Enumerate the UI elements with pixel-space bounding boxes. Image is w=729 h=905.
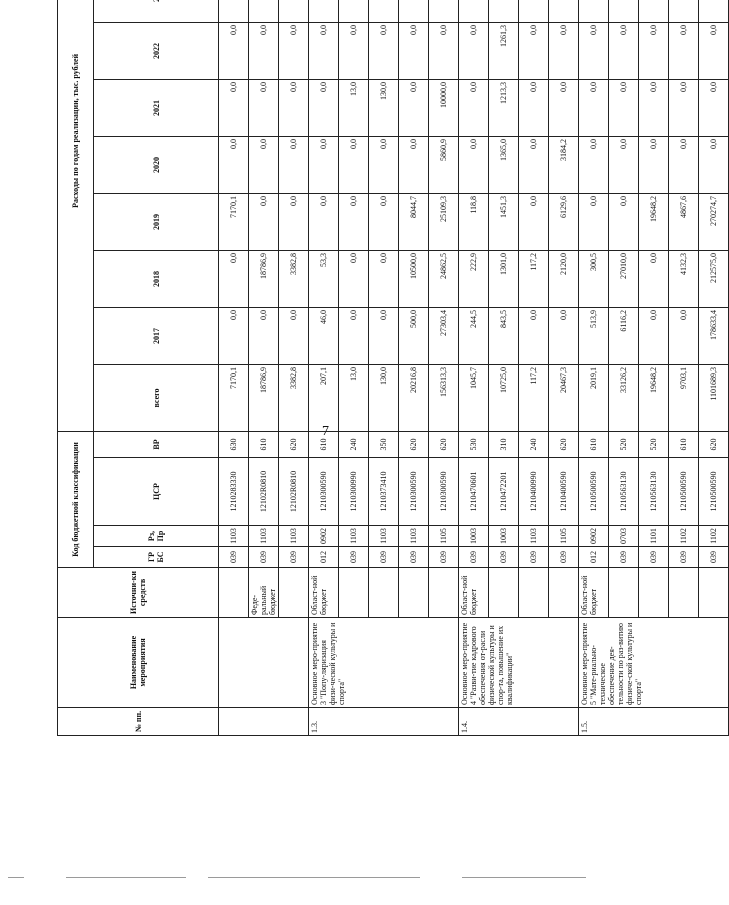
- year-value-cell: 270274,7: [699, 193, 729, 250]
- gr-bs-cell: 039: [669, 547, 699, 568]
- gr-bs-cell: 039: [369, 547, 399, 568]
- funding-source: [339, 568, 369, 618]
- col-year-header: 2019: [94, 193, 219, 250]
- rz-pr-cell: 1105: [429, 526, 459, 547]
- table-body: [219, 0, 729, 736]
- total-cell: 20467,3: [549, 364, 579, 431]
- rz-pr-cell: 1103: [339, 526, 369, 547]
- year-value-cell: 0,0: [519, 136, 549, 193]
- year-value-cell: [309, 0, 339, 22]
- year-value-cell: 6116,2: [609, 307, 639, 364]
- csr-cell: 1210373410: [369, 458, 399, 526]
- year-value-cell: 300,5: [579, 250, 609, 307]
- expense-group-header: Расходы по годам реализации, тыс. рублей: [58, 0, 94, 431]
- total-cell: 10725,0: [489, 364, 519, 431]
- rz-pr-cell: 1103: [369, 526, 399, 547]
- year-value-cell: 0,0: [399, 22, 429, 79]
- vr-cell: 620: [279, 431, 309, 457]
- vr-cell: 620: [429, 431, 459, 457]
- col-csr-header: ЦСР: [94, 458, 219, 526]
- year-value-cell: 0,0: [369, 136, 399, 193]
- year-value-cell: 0,0: [249, 193, 279, 250]
- row-number: 1.4.: [459, 708, 579, 736]
- year-value-cell: 0,0: [309, 193, 339, 250]
- funding-source: [429, 568, 459, 618]
- vr-cell: 610: [309, 431, 339, 457]
- year-value-cell: 27010,0: [609, 250, 639, 307]
- year-value-cell: [549, 0, 579, 22]
- csr-cell: 1210400590: [549, 458, 579, 526]
- year-value-cell: 0,0: [429, 22, 459, 79]
- year-value-cell: 843,5: [489, 307, 519, 364]
- footer-rule: [66, 877, 186, 878]
- col-year-header: [94, 0, 219, 22]
- gr-bs-cell: 039: [489, 547, 519, 568]
- vr-cell: 620: [699, 431, 729, 457]
- total-cell: 33126,2: [609, 364, 639, 431]
- gr-bs-cell: 039: [279, 547, 309, 568]
- row-number: 1.5.: [579, 708, 729, 736]
- year-value-cell: 10000,0: [429, 79, 459, 136]
- year-value-cell: [609, 0, 639, 22]
- year-value-cell: 0,0: [369, 193, 399, 250]
- rz-pr-cell: 1103: [399, 526, 429, 547]
- year-value-cell: 0,0: [369, 22, 399, 79]
- funding-source: Феде-ральный бюджет: [249, 568, 279, 618]
- year-value-cell: 0,0: [369, 307, 399, 364]
- funding-source: Област-ной бюджет: [309, 568, 339, 618]
- year-value-cell: 0,0: [639, 79, 669, 136]
- rz-pr-cell: 1103: [249, 526, 279, 547]
- total-cell: 9703,1: [669, 364, 699, 431]
- table-row: [459, 0, 489, 736]
- funding-source: [219, 568, 249, 618]
- total-cell: 156313,3: [429, 364, 459, 431]
- year-value-cell: 0,0: [219, 22, 249, 79]
- year-value-cell: [669, 0, 699, 22]
- year-value-cell: 19648,2: [639, 193, 669, 250]
- year-value-cell: 0,0: [309, 136, 339, 193]
- year-value-cell: 0,0: [309, 22, 339, 79]
- gr-bs-cell: 039: [459, 547, 489, 568]
- year-value-cell: 1213,3: [489, 79, 519, 136]
- year-value-cell: 0,0: [519, 193, 549, 250]
- vr-cell: 620: [399, 431, 429, 457]
- year-value-cell: 513,9: [579, 307, 609, 364]
- csr-cell: 1210300590: [429, 458, 459, 526]
- year-value-cell: 3382,8: [279, 250, 309, 307]
- year-value-cell: 0,0: [219, 250, 249, 307]
- year-value-cell: 6129,6: [549, 193, 579, 250]
- year-value-cell: 0,0: [249, 79, 279, 136]
- col-year-header: 2020: [94, 136, 219, 193]
- year-value-cell: 0,0: [519, 307, 549, 364]
- funding-source: [399, 568, 429, 618]
- year-value-cell: 0,0: [219, 79, 249, 136]
- csr-cell: 1210500590: [579, 458, 609, 526]
- footer-rule: [8, 877, 24, 878]
- vr-cell: 610: [669, 431, 699, 457]
- footer-rule: [208, 877, 420, 878]
- year-value-cell: 3184,2: [549, 136, 579, 193]
- year-value-cell: [369, 0, 399, 22]
- vr-cell: 610: [579, 431, 609, 457]
- year-value-cell: 0,0: [459, 79, 489, 136]
- year-value-cell: [639, 0, 669, 22]
- gr-bs-cell: 039: [519, 547, 549, 568]
- col-year-header: 2021: [94, 79, 219, 136]
- year-value-cell: 0,0: [639, 307, 669, 364]
- year-value-cell: 4867,6: [669, 193, 699, 250]
- year-value-cell: 0,0: [699, 136, 729, 193]
- funding-source: [279, 568, 309, 618]
- total-cell: 7170,1: [219, 364, 249, 431]
- year-value-cell: 0,0: [639, 22, 669, 79]
- table-header: [58, 0, 219, 736]
- year-value-cell: 0,0: [609, 79, 639, 136]
- year-value-cell: [399, 0, 429, 22]
- measure-name: Основное меро-приятие 5 "Мате-риально-техническое обеспечение дея-тельности по раз-витию физиче-ской культуры и спорта": [579, 618, 729, 708]
- gr-bs-cell: 039: [339, 547, 369, 568]
- year-value-cell: 5860,9: [429, 136, 459, 193]
- year-value-cell: 0,0: [339, 136, 369, 193]
- gr-bs-cell: 039: [399, 547, 429, 568]
- vr-cell: 520: [609, 431, 639, 457]
- year-value-cell: 0,0: [639, 250, 669, 307]
- row-number: 1.3.: [309, 708, 459, 736]
- rz-pr-cell: 0902: [579, 526, 609, 547]
- total-cell: 20216,8: [399, 364, 429, 431]
- col-rz-header: Рз, Пр: [94, 526, 219, 547]
- table-row: [309, 0, 339, 736]
- year-value-cell: 0,0: [279, 136, 309, 193]
- table-row: [579, 0, 609, 736]
- year-value-cell: 0,0: [279, 307, 309, 364]
- year-value-cell: 27303,4: [429, 307, 459, 364]
- measure-name: [219, 618, 309, 708]
- total-cell: 3382,8: [279, 364, 309, 431]
- vr-cell: 240: [339, 431, 369, 457]
- rz-pr-cell: 1101: [639, 526, 669, 547]
- gr-bs-cell: 039: [549, 547, 579, 568]
- year-value-cell: 244,5: [459, 307, 489, 364]
- year-value-cell: 117,2: [519, 250, 549, 307]
- csr-cell: 1210470601: [459, 458, 489, 526]
- vr-cell: 350: [369, 431, 399, 457]
- year-value-cell: 0,0: [339, 250, 369, 307]
- col-vr-header: ВР: [94, 431, 219, 457]
- year-value-cell: [459, 0, 489, 22]
- year-value-cell: 24862,5: [429, 250, 459, 307]
- total-cell: 207,1: [309, 364, 339, 431]
- year-value-cell: 0,0: [219, 307, 249, 364]
- year-value-cell: 1301,0: [489, 250, 519, 307]
- year-value-cell: 53,3: [309, 250, 339, 307]
- rz-pr-cell: 0902: [309, 526, 339, 547]
- rz-pr-cell: 1103: [279, 526, 309, 547]
- gr-bs-cell: 039: [429, 547, 459, 568]
- total-cell: 19648,2: [639, 364, 669, 431]
- year-value-cell: 0,0: [339, 193, 369, 250]
- gr-bs-cell: 039: [249, 547, 279, 568]
- year-value-cell: 4132,3: [669, 250, 699, 307]
- rotated-table-frame: [57, 0, 718, 736]
- col-year-header: 2018: [94, 250, 219, 307]
- csr-cell: 1210500590: [669, 458, 699, 526]
- year-value-cell: 25109,3: [429, 193, 459, 250]
- table-row: [219, 0, 249, 736]
- year-value-cell: 13,0: [339, 79, 369, 136]
- csr-cell: 12102R0810: [279, 458, 309, 526]
- vr-cell: 630: [219, 431, 249, 457]
- funding-source: [609, 568, 639, 618]
- footer-rule: [462, 877, 586, 878]
- year-value-cell: 10500,0: [399, 250, 429, 307]
- total-cell: 1101689,3: [699, 364, 729, 431]
- rz-pr-cell: 1102: [669, 526, 699, 547]
- total-cell: 117,2: [519, 364, 549, 431]
- csr-cell: 1210283330: [219, 458, 249, 526]
- total-cell: 1045,7: [459, 364, 489, 431]
- funding-source: [699, 568, 729, 618]
- gr-bs-cell: 012: [309, 547, 339, 568]
- budget-table: [57, 0, 729, 736]
- gr-bs-cell: 039: [639, 547, 669, 568]
- year-value-cell: [249, 0, 279, 22]
- year-value-cell: 0,0: [609, 193, 639, 250]
- year-value-cell: [279, 0, 309, 22]
- year-value-cell: 0,0: [669, 22, 699, 79]
- year-value-cell: 0,0: [399, 79, 429, 136]
- csr-cell: 12102R0810: [249, 458, 279, 526]
- rz-pr-cell: 0703: [609, 526, 639, 547]
- year-value-cell: 0,0: [579, 79, 609, 136]
- year-value-cell: 0,0: [279, 193, 309, 250]
- year-value-cell: 8044,7: [399, 193, 429, 250]
- year-value-cell: 2120,0: [549, 250, 579, 307]
- year-value-cell: 0,0: [519, 22, 549, 79]
- total-cell: 130,0: [369, 364, 399, 431]
- year-value-cell: 1365,0: [489, 136, 519, 193]
- year-value-cell: 1451,3: [489, 193, 519, 250]
- year-value-cell: 0,0: [459, 136, 489, 193]
- funding-source: Област-ной бюджет: [459, 568, 489, 618]
- year-value-cell: 0,0: [699, 79, 729, 136]
- code-group-header: Код бюджетной классификации: [58, 431, 94, 567]
- rz-pr-cell: 1003: [489, 526, 519, 547]
- rz-pr-cell: 1102: [699, 526, 729, 547]
- csr-cell: 1210472201: [489, 458, 519, 526]
- col-gr-header: ГР БС: [94, 547, 219, 568]
- year-value-cell: 1261,3: [489, 22, 519, 79]
- vr-cell: 620: [549, 431, 579, 457]
- funding-source: [489, 568, 519, 618]
- col-year-header: всего: [94, 364, 219, 431]
- year-value-cell: 0,0: [669, 136, 699, 193]
- csr-cell: 1210400990: [519, 458, 549, 526]
- year-value-cell: 0,0: [339, 307, 369, 364]
- funding-source: [549, 568, 579, 618]
- col-year-header: 2017: [94, 307, 219, 364]
- gr-bs-cell: 039: [699, 547, 729, 568]
- total-cell: 13,0: [339, 364, 369, 431]
- rz-pr-cell: 1003: [459, 526, 489, 547]
- year-value-cell: 0,0: [579, 193, 609, 250]
- gr-bs-cell: 039: [219, 547, 249, 568]
- year-value-cell: [339, 0, 369, 22]
- year-value-cell: 0,0: [549, 79, 579, 136]
- year-value-cell: 0,0: [669, 307, 699, 364]
- funding-source: [639, 568, 669, 618]
- csr-cell: 1210563130: [609, 458, 639, 526]
- year-value-cell: 0,0: [549, 22, 579, 79]
- year-value-cell: 0,0: [579, 136, 609, 193]
- vr-cell: 610: [249, 431, 279, 457]
- year-value-cell: [429, 0, 459, 22]
- csr-cell: 1210500590: [699, 458, 729, 526]
- year-value-cell: 212575,0: [699, 250, 729, 307]
- year-value-cell: 118,8: [459, 193, 489, 250]
- funding-source: [369, 568, 399, 618]
- funding-source: [669, 568, 699, 618]
- csr-cell: 1210563130: [639, 458, 669, 526]
- vr-cell: 240: [519, 431, 549, 457]
- year-value-cell: [579, 0, 609, 22]
- col-source-header: Источни-ки средств: [58, 568, 219, 618]
- year-value-cell: 46,0: [309, 307, 339, 364]
- measure-name: Основное меро-приятие 4 "Разви-тие кадрового обеспечения от-расли физической культуры и спор-та, повышение их квалификации": [459, 618, 579, 708]
- funding-source: [519, 568, 549, 618]
- measure-name: Основное меро-приятие 3 "Попу-ляризация физи-ческой культуры и спорта": [309, 618, 459, 708]
- rz-pr-cell: 1105: [549, 526, 579, 547]
- year-value-cell: 0,0: [339, 22, 369, 79]
- year-value-cell: [519, 0, 549, 22]
- year-value-cell: 0,0: [279, 22, 309, 79]
- gr-bs-cell: 039: [609, 547, 639, 568]
- year-value-cell: [219, 0, 249, 22]
- csr-cell: 1210300990: [339, 458, 369, 526]
- year-value-cell: 178633,4: [699, 307, 729, 364]
- year-value-cell: 0,0: [219, 136, 249, 193]
- year-value-cell: 0,0: [399, 136, 429, 193]
- year-value-cell: 0,0: [249, 22, 279, 79]
- csr-cell: 1210300590: [309, 458, 339, 526]
- year-value-cell: 130,0: [369, 79, 399, 136]
- gr-bs-cell: 012: [579, 547, 609, 568]
- funding-source: Област-ной бюджет: [579, 568, 609, 618]
- col-num-header: № пп.: [58, 708, 219, 736]
- year-value-cell: [699, 0, 729, 22]
- year-value-cell: 0,0: [549, 307, 579, 364]
- page-number: 7: [322, 424, 329, 439]
- total-cell: 18786,9: [249, 364, 279, 431]
- row-number: [219, 708, 309, 736]
- year-value-cell: 0,0: [579, 22, 609, 79]
- year-value-cell: 0,0: [279, 79, 309, 136]
- col-name-header: Наименование мероприятия: [58, 618, 219, 708]
- vr-cell: 520: [639, 431, 669, 457]
- year-value-cell: 0,0: [249, 307, 279, 364]
- year-value-cell: 222,9: [459, 250, 489, 307]
- rz-pr-cell: 1103: [219, 526, 249, 547]
- rz-pr-cell: 1103: [519, 526, 549, 547]
- year-value-cell: 0,0: [609, 136, 639, 193]
- col-year-header: 2022: [94, 22, 219, 79]
- year-value-cell: 0,0: [459, 22, 489, 79]
- year-value-cell: 0,0: [699, 22, 729, 79]
- year-value-cell: 18786,9: [249, 250, 279, 307]
- year-value-cell: 0,0: [519, 79, 549, 136]
- vr-cell: 530: [459, 431, 489, 457]
- vr-cell: 310: [489, 431, 519, 457]
- year-value-cell: 0,0: [639, 136, 669, 193]
- year-value-cell: 0,0: [369, 250, 399, 307]
- year-value-cell: [489, 0, 519, 22]
- year-value-cell: 500,0: [399, 307, 429, 364]
- year-value-cell: 0,0: [249, 136, 279, 193]
- csr-cell: 1210300590: [399, 458, 429, 526]
- year-value-cell: 7170,1: [219, 193, 249, 250]
- year-value-cell: 0,0: [609, 22, 639, 79]
- total-cell: 2019,1: [579, 364, 609, 431]
- year-value-cell: 0,0: [669, 79, 699, 136]
- year-value-cell: 0,0: [309, 79, 339, 136]
